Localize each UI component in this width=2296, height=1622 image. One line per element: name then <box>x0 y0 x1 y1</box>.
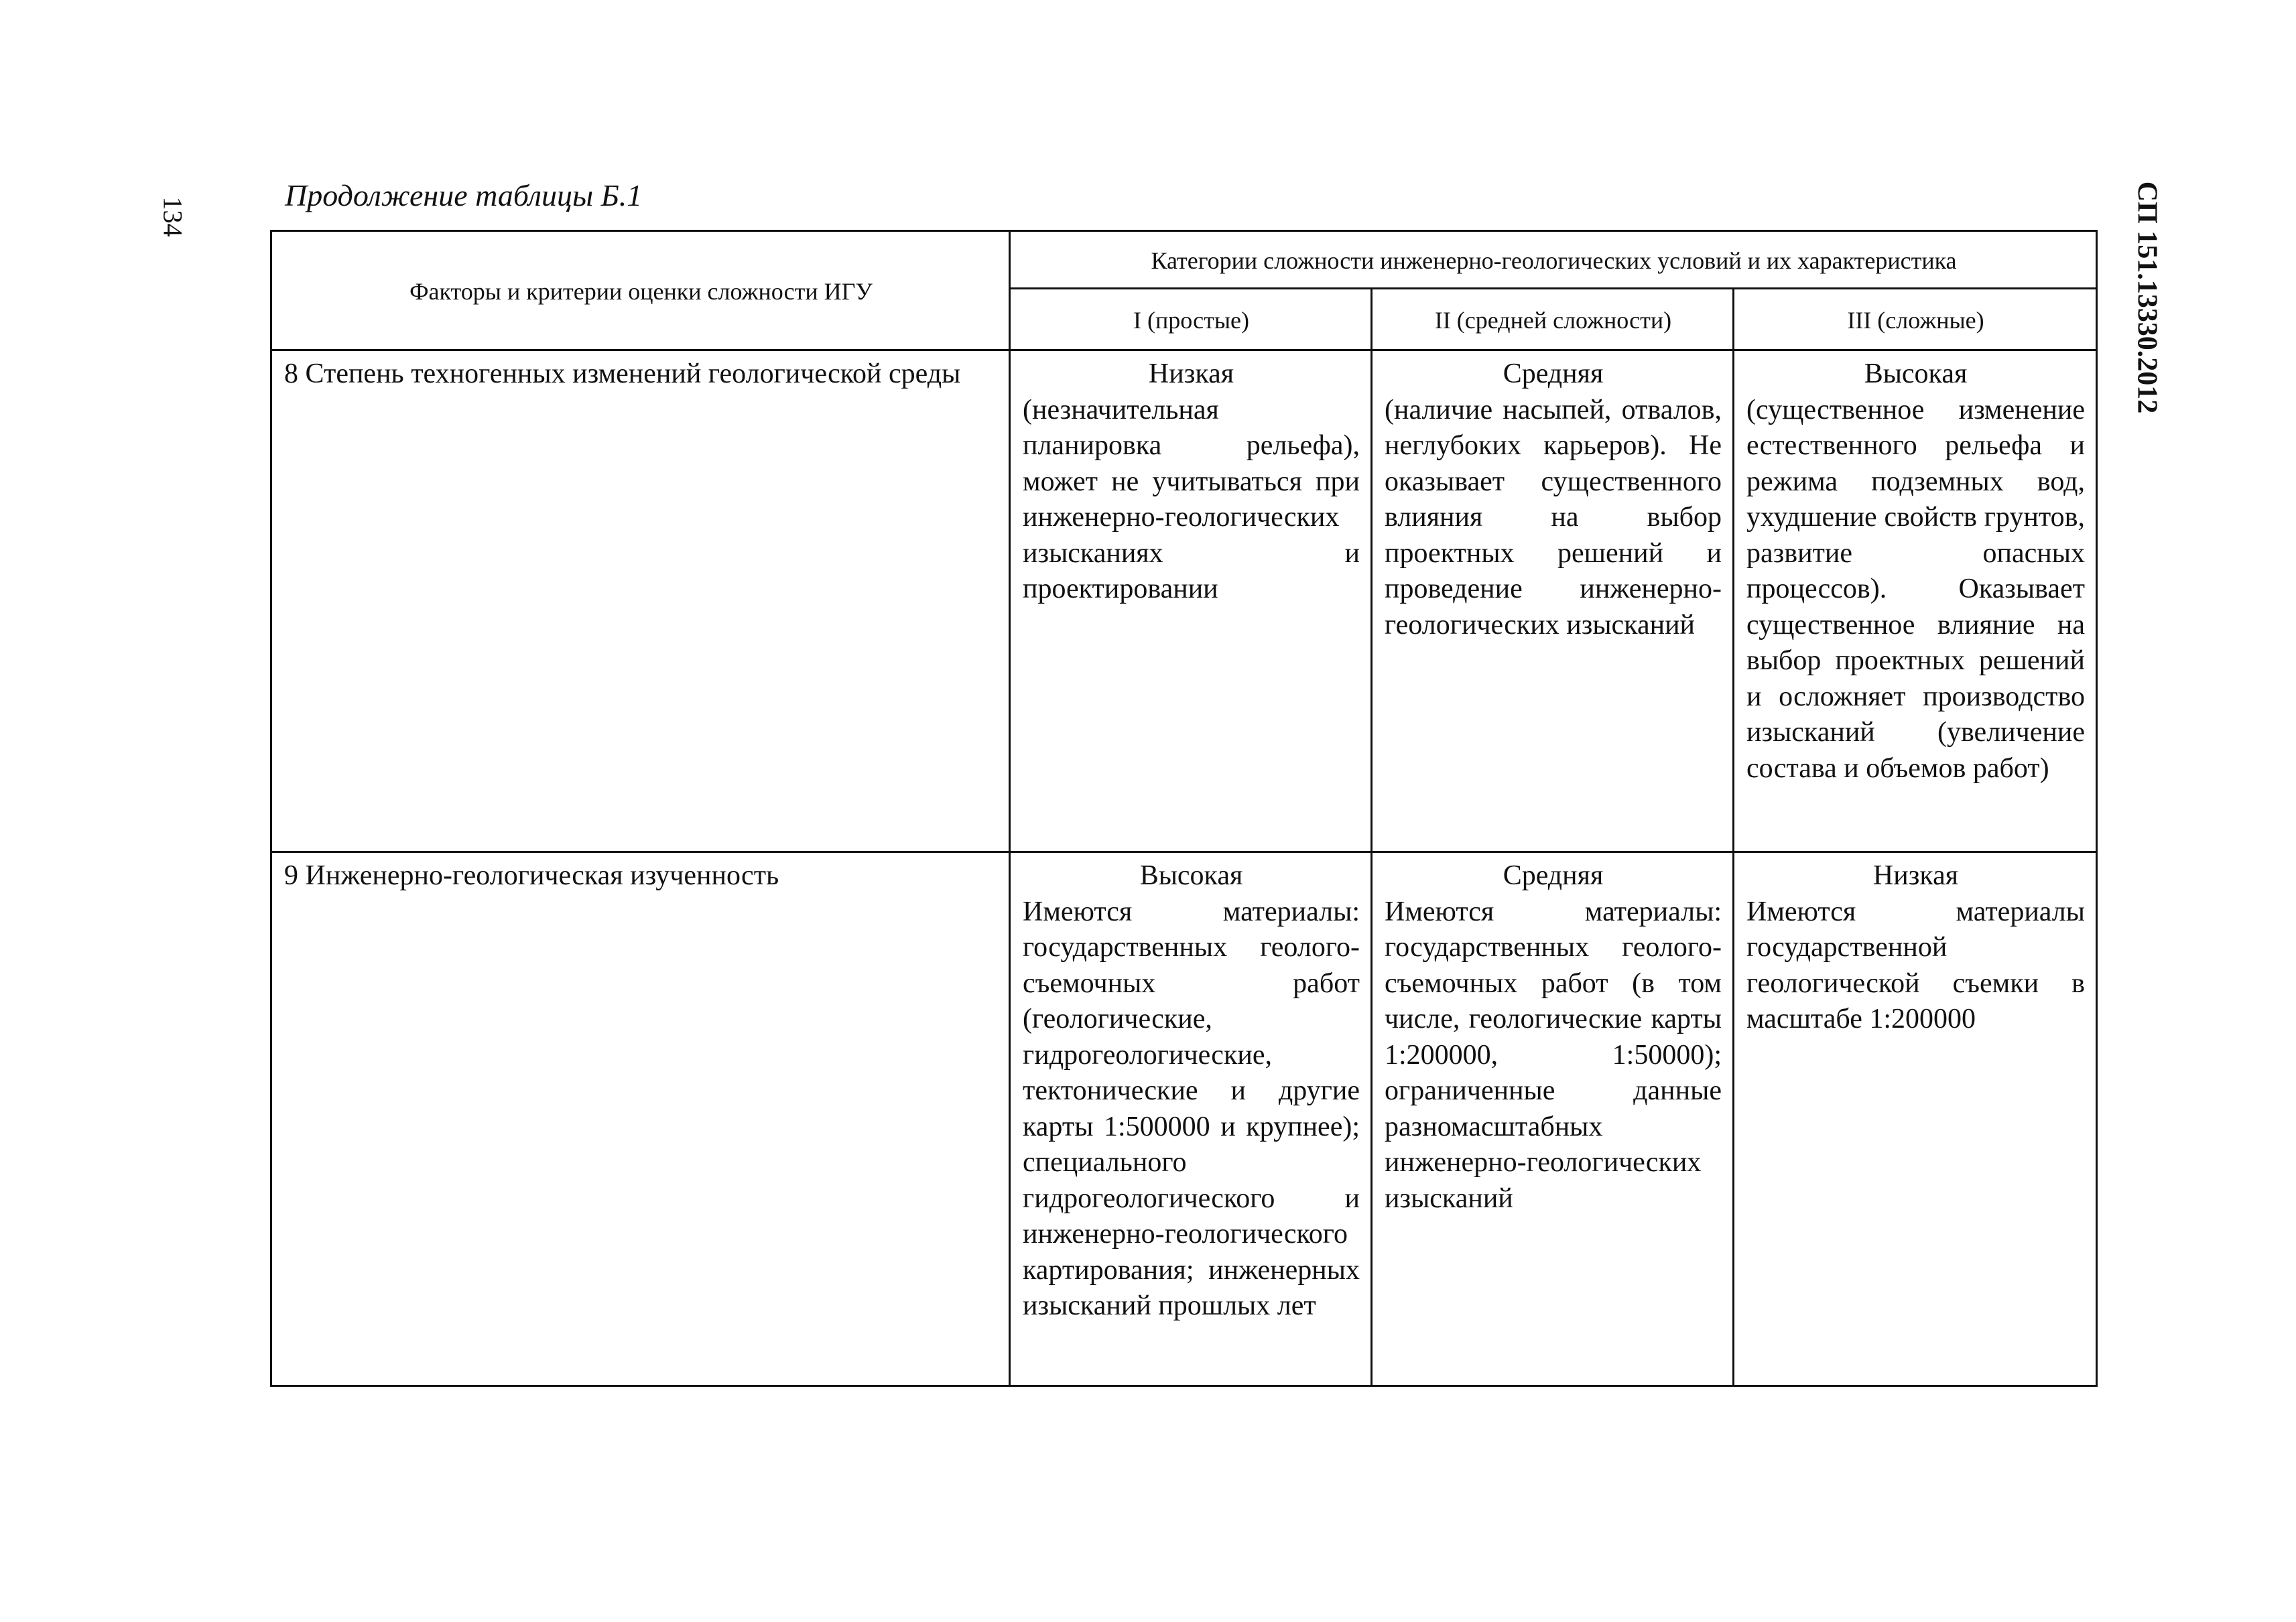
level-description: Имеются материалы государственной геологической съемки в масштабе 1:200000 <box>1746 896 2085 1034</box>
factor-cell: 9 Инженерно-геологическая изученность <box>271 852 1010 1386</box>
level-label: Низкая <box>1148 358 1234 389</box>
level-description: (наличие насыпей, отвалов, неглубоких карьеров). Не оказывает существенного влияния на выбор проектных решений и проведение инженерно-геологических изысканий <box>1385 394 1722 640</box>
level-description: Имеются материалы: государственных геолого-съемочных работ (геологические, гидрогеологические, тектонические и другие карты 1:500000 и крупнее); специального гидрогеологического и инженерно-геологического картирования; инженерных изысканий прошлых лет <box>1023 896 1360 1321</box>
category-2-cell <box>1372 350 1734 852</box>
level-label: Средняя <box>1503 860 1604 891</box>
table-row <box>271 350 2097 852</box>
level-label: Высокая <box>1864 358 1968 389</box>
category-3-cell <box>1734 350 2097 852</box>
level-description: (незначительная планировка рельефа), может не учитываться при инженерно-геологических изысканиях и проектировании <box>1023 394 1360 604</box>
header-categories: Категории сложности инженерно-геологических условий и их характеристика <box>1010 231 2097 289</box>
level-description: (существенное изменение естественного рельефа и режима подземных вод, ухудшение свойств грунтов, развитие опасных процессов). Оказывает существенное влияние на выбор проектных решений и осложняет производство изысканий (увеличение состава и объемов работ) <box>1746 394 2085 784</box>
header-category-2: II (средней сложности) <box>1372 289 1734 350</box>
category-2-cell <box>1372 852 1734 1386</box>
level-label: Низкая <box>1872 860 1959 891</box>
category-1-cell <box>1010 852 1372 1386</box>
complexity-table <box>270 230 2098 1387</box>
document-code: СП 151.13330.2012 <box>2131 181 2163 414</box>
level-label: Средняя <box>1503 358 1604 389</box>
level-description: Имеются материалы: государственных геолого-съемочных работ (в том числе, геологические карты 1:200000, 1:50000); ограниченные данные разномасштабных инженерно-геологических изысканий <box>1385 896 1722 1214</box>
factor-cell: 8 Степень техногенных изменений геологической среды <box>271 350 1010 852</box>
header-factors: Факторы и критерии оценки сложности ИГУ <box>271 231 1010 350</box>
continuation-title: Продолжение таблицы Б.1 <box>285 178 643 212</box>
header-category-1: I (простые) <box>1010 289 1372 350</box>
level-label: Высокая <box>1139 860 1243 891</box>
header-category-3: III (сложные) <box>1734 289 2097 350</box>
page-number: 134 <box>157 196 188 237</box>
category-3-cell <box>1734 852 2097 1386</box>
category-1-cell <box>1010 350 1372 852</box>
table-row <box>271 852 2097 1386</box>
